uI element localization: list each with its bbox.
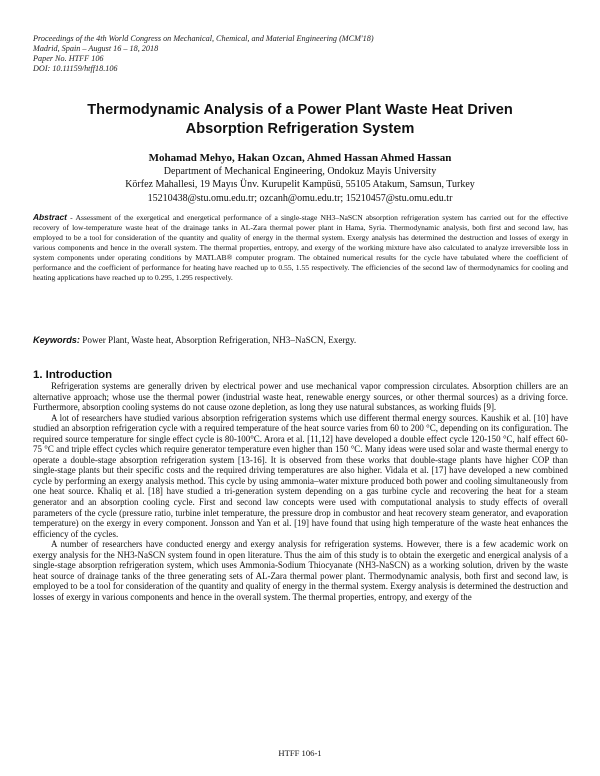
keywords-text: Power Plant, Waste heat, Absorption Refrigeration, NH3–NaSCN, Exergy.: [79, 335, 357, 345]
header-line-2: Madrid, Spain – August 16 – 18, 2018: [33, 44, 159, 53]
abstract: [33, 212, 568, 283]
title-line-2: Absorption Refrigeration System: [185, 121, 415, 137]
page-footer: HTFF 106-1: [278, 748, 322, 758]
header-line-4: DOI: 10.11159/htff18.106: [33, 64, 118, 73]
title-line-1: Thermodynamic Analysis of a Power Plant Waste Heat Driven: [87, 102, 513, 118]
header-line-1: Proceedings of the 4th World Congress on Mechanical, Chemical, and Material Engineering (MCM'18): [33, 34, 374, 43]
affiliation-address: Körfez Mahallesi, 19 Mayıs Ünv. Kurupelit Kampüsü, 55105 Atakum, Samsun, Turkey: [125, 179, 475, 191]
section-heading-introduction: 1. Introduction: [33, 369, 113, 381]
affiliation-emails: 15210438@stu.omu.edu.tr; ozcanh@omu.edu.tr; 15210457@stu.omu.edu.tr: [147, 192, 453, 204]
paper-title: [40, 101, 560, 139]
paragraph: A lot of researchers have studied various absorption refrigeration systems which use different thermal energy sources. Kaushik et al. [10] have studied an absorption refrigeration cycle with a required temperature of the heat source varies from 60 to 200 °C, depending on its configuration. The required source temperature for single effect cycle is 80-100°C. Arora et al. [11,12] have developed a double effect cycle 120-150 °C, half effect 60-75 °C and triple effect cycles which require generator temperature even higher than 150 °C. Many ideas were used solar and waste thermal energy to operate a double-stage absorption refrigeration system [13-16]. It is observed from these works that double-stage plants have higher COP than single-stage plants but their specific costs and the required driving temperatures are also higher. Vidala et al. [17] have developed a new combined cycle by performing an exergy analysis method. This cycle by using ammonia–water mixture produced both power and cooling simultaneously from one heat source. Khaliq et al. [18] have studied a tri-generation system depending on a gas turbine cycle and recovering the heat for a steam generator and an absorption cooling cycle. First and second law concepts were used with computational analysis to study effects of overall parameters of the cycle (pressure ratio, turbine inlet temperature, the pressure drop in combustor and heat recovery steam generator, and evaporation temperature) on the exergy in every component. Jonsson and Yan et al. [19] have found that using high temperature of the waste heat enhances the efficiency of the cycles.: [33, 412, 568, 539]
paragraph: Refrigeration systems are generally driven by electrical power and use mechanical vapor compression circulates. Absorption chillers are an alternative approach; whose use the thermal power (industrial waste heat, renewable energy sources, or other thermal sources) as a driving force. Furthermore, absorption cooling systems do not cause ozone depletion, as long they use natural substances, as working fluids [9].: [33, 381, 568, 413]
affiliation-block: [40, 165, 560, 205]
introduction-body: [33, 381, 568, 602]
keywords: [33, 334, 568, 346]
abstract-text: - Assessment of the exergetical and energetical performance of a single-stage NH3–NaSCN absorption refrigeration system has carried out for the effective recovery of low-temperature waste heat of the drainage tanks in AL-Zara thermal power plant in Hama, Syria. Thermodynamic analysis, both first and second law, has employed to be a tool for consideration of the quantity and quality of energy in the thermal system. Exergy analysis has determined the destruction and losses of exergy in various components and hence in the overall system. The thermal properties, entropy, and exergy of the working mixture have also calculated to analyze irreversible loss in system components under operating conditions by MATLAB® computer program. The obtained numerical results for the cycle have tabulated where the coefficient of performance and the coefficient of performance for heating have reached up to 0.55, 1.55 respectively. The efficiencies of the second law of thermodynamics for cooling and heating applications have reached up to 0.295, 1.295 respectively.: [33, 213, 568, 283]
abstract-label: Abstract: [33, 212, 67, 222]
proceedings-header: [33, 34, 573, 74]
author-list: Mohamad Mehyo, Hakan Ozcan, Ahmed Hassan Ahmed Hassan: [148, 152, 452, 164]
affiliation-department: Department of Mechanical Engineering, Ondokuz Mayis University: [163, 166, 437, 177]
paragraph: A number of researchers have conducted energy and exergy analysis for refrigeration systems. However, there is a few academic work on exergy analysis for the NH3-NaSCN system found in open literature. Thus the aim of this study is to obtain the exergetic and energical analysis of a single-stage absorption refrigeration system, which uses Ammonia-Sodium Thiocyanate (NH3-NaSCN) as a working solution, driven by the waste heat source of drainage tanks of the three generating sets of AL-Zara thermal power plant. Thermodynamic analysis, both first and second law, is employed to be a tool for consideration of the quantity and quality of energy in the thermal system. Exergy analysis is determined the destruction and losses of exergy in various components and hence in the overall system. The thermal properties, entropy, and exergy of the: [33, 539, 568, 602]
header-line-3: Paper No. HTFF 106: [33, 54, 104, 63]
keywords-label: Keywords:: [33, 335, 80, 345]
